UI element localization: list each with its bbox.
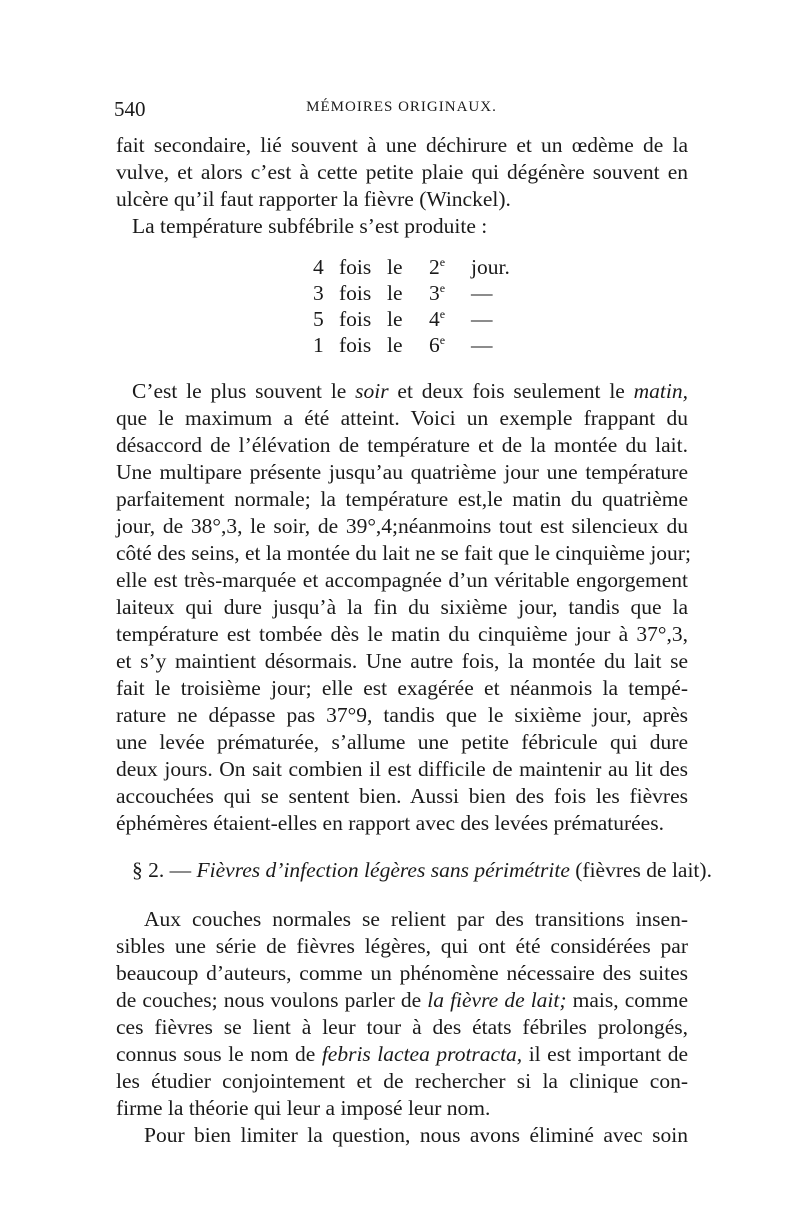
text-line: fait secondaire, lié souvent à une déchirure et un œdème de la	[116, 133, 688, 157]
table-row	[313, 332, 493, 358]
text-line: beaucoup d’auteurs, comme un phénomène nécessaire des suites	[116, 961, 688, 985]
text-run: C’est le plus souvent le	[132, 379, 356, 403]
section-title: Fièvres d’infection légères sans périmétrite	[196, 858, 570, 882]
table-tail: —	[471, 281, 493, 305]
table-day: 6	[429, 333, 440, 357]
text-line: La température subfébrile s’est produite :	[132, 214, 488, 238]
italic-run: la fièvre de lait;	[427, 988, 567, 1012]
table-le: le	[387, 333, 403, 357]
table-day: 2	[429, 255, 440, 279]
table-le: le	[387, 281, 403, 305]
text-line: elle est très-marquée et accompagnée d’un véritable engorgement	[116, 568, 688, 592]
text-run: de couches; nous voulons parler de	[116, 988, 428, 1012]
text-line: fait le troisième jour; elle est exagérée et néanmois la tempé-	[116, 676, 688, 700]
text-line: une levée prématurée, s’allume une petite fébricule qui dure	[116, 730, 688, 754]
page-header	[114, 97, 689, 123]
table-tail: jour.	[471, 255, 510, 279]
table-le: le	[387, 255, 403, 279]
text-line: les étudier conjointement et de rechercher si la clinique con-	[116, 1069, 688, 1093]
text-line: éphémères étaient-elles en rapport avec des levées prématurées.	[116, 811, 664, 835]
table-day: 4	[429, 307, 440, 331]
table-count: 3	[313, 281, 324, 305]
text-line: et s’y maintient désormais. Une autre fois, la montée du lait se	[116, 649, 688, 673]
section-heading	[132, 857, 712, 884]
table-count: 5	[313, 307, 324, 331]
text-line: Aux couches normales se relient par des transitions insen-	[144, 907, 688, 931]
italic-run: febris lactea protracta,	[321, 1042, 523, 1066]
table-word: fois	[339, 281, 372, 305]
italic-run: matin,	[633, 379, 688, 403]
section-dash: —	[169, 858, 192, 882]
text-run: il est important de	[522, 1042, 688, 1066]
text-line: côté des seins, et la montée du lait ne se fait que le cinquième jour;	[116, 541, 691, 565]
text-line	[116, 1041, 688, 1068]
page-number: 540	[114, 97, 146, 121]
table-word: fois	[339, 255, 372, 279]
section-title-tail: (fièvres de lait).	[575, 858, 712, 882]
table-row	[313, 254, 510, 280]
section-number: § 2.	[132, 858, 165, 882]
table-word: fois	[339, 333, 372, 357]
text-line: vulve, et alors c’est à cette petite plaie qui dégénère souvent en	[116, 160, 688, 184]
table-tail: —	[471, 307, 493, 331]
text-run: mais, comme	[566, 988, 689, 1012]
running-title: MÉMOIRES ORIGINAUX.	[306, 99, 497, 115]
text-run: et deux fois seulement le	[388, 379, 634, 403]
table-le: le	[387, 307, 403, 331]
text-line: désaccord de l’élévation de température et de la montée du lait.	[116, 433, 688, 457]
table-tail: —	[471, 333, 493, 357]
text-line: que le maximum a été atteint. Voici un exemple frappant du	[116, 406, 688, 430]
text-line: sibles une série de fièvres légères, qui ont été considérées par	[116, 934, 688, 958]
text-line: Pour bien limiter la question, nous avons éliminé avec soin	[144, 1123, 688, 1147]
text-line: parfaitement normale; la température est,le matin du quatrième	[116, 487, 688, 511]
table-count: 1	[313, 333, 324, 357]
table-count: 4	[313, 255, 324, 279]
table-sup: e	[439, 307, 446, 321]
text-run: connus sous le nom de	[116, 1042, 322, 1066]
text-line: accouchées qui se sentent bien. Aussi bien des fois les fièvres	[116, 784, 688, 808]
text-line: firme la théorie qui leur a imposé leur nom.	[116, 1096, 491, 1120]
table-row	[313, 280, 493, 306]
text-line: jour, de 38°,3, le soir, de 39°,4;néanmoins tout est silencieux du	[116, 514, 688, 538]
text-line: ces fièvres se lient à leur tour à des états fébriles prolongés,	[116, 1015, 688, 1039]
italic-run: soir	[355, 379, 389, 403]
text-line: deux jours. On sait combien il est difficile de maintenir au lit des	[116, 757, 688, 781]
table-sup: e	[439, 281, 446, 295]
table-word: fois	[339, 307, 372, 331]
text-line: laiteux qui dure jusqu’à la fin du sixième jour, tandis que la	[116, 595, 688, 619]
text-line	[116, 987, 688, 1014]
table-row	[313, 306, 493, 332]
text-line: rature ne dépasse pas 37°9, tandis que le sixième jour, après	[116, 703, 688, 727]
text-line: température est tombée dès le matin du cinquième jour à 37°,3,	[116, 622, 688, 646]
text-line: ulcère qu’il faut rapporter la fièvre (Winckel).	[116, 187, 511, 211]
table-sup: e	[439, 255, 446, 269]
text-line	[132, 378, 688, 405]
table-day: 3	[429, 281, 440, 305]
text-line: Une multipare présente jusqu’au quatrième jour une température	[116, 460, 688, 484]
table-sup: e	[439, 333, 446, 347]
